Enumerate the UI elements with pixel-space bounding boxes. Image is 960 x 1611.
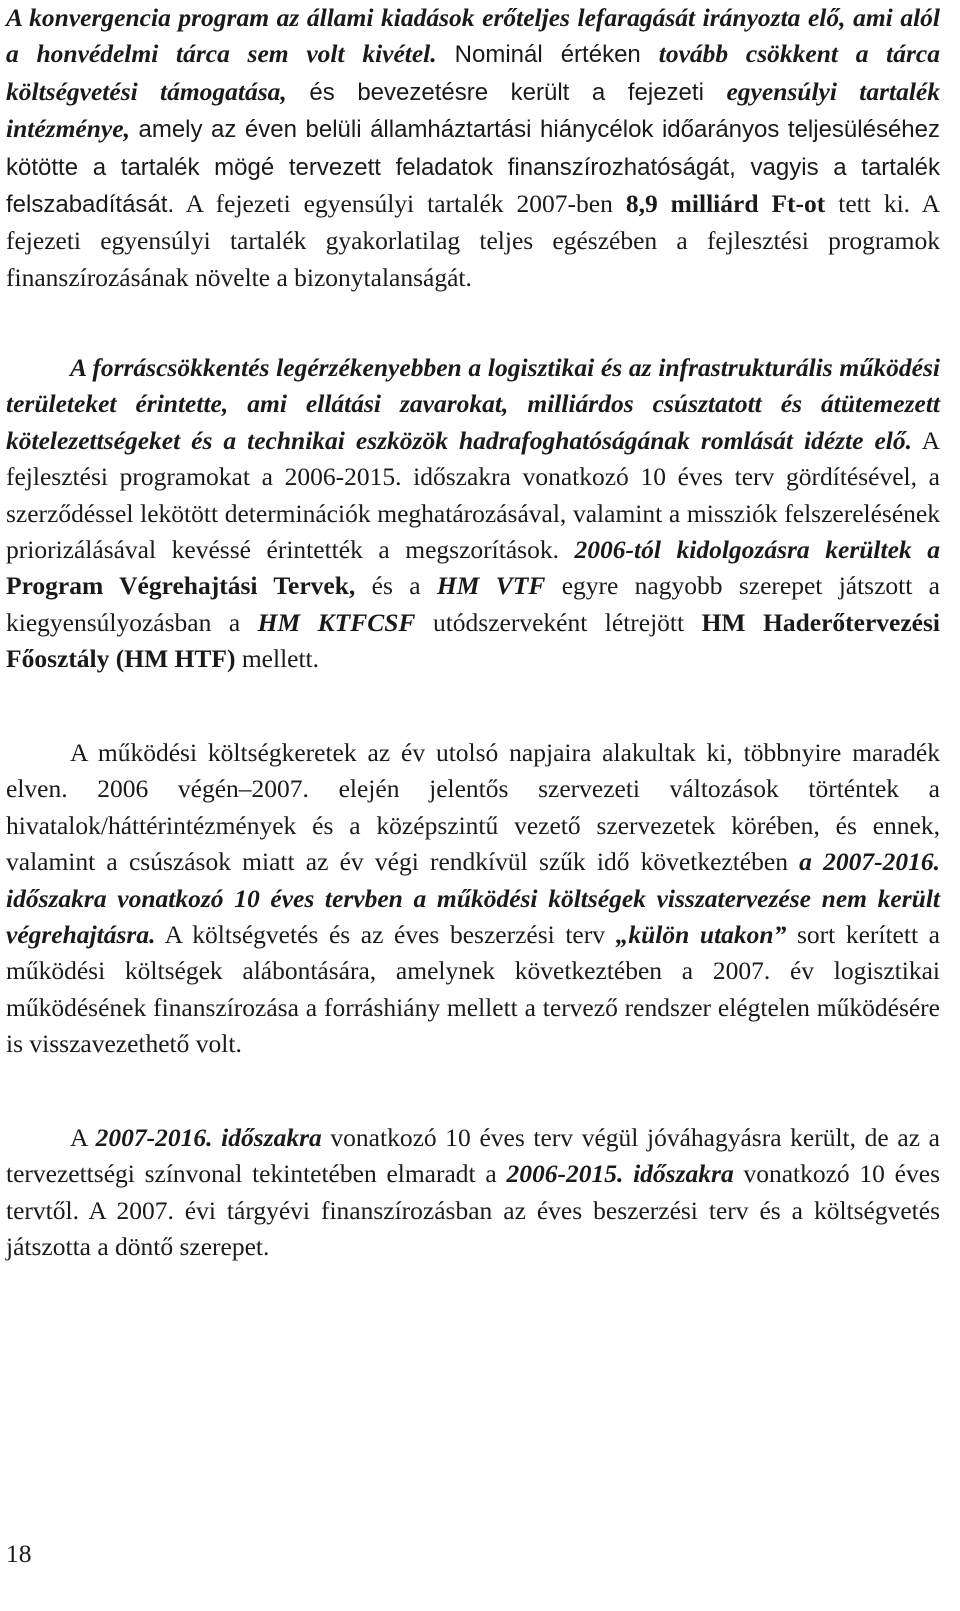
p1-s0: A konvergencia program az állami kiadások erőteljes lefaragását irányozta elő, ami alól a honvédelmi tárca sem volt kivétel. — [6, 3, 940, 69]
p2-s8: HM KTFCSF — [257, 607, 416, 637]
p2-s0: A forráscsökkentés legérzékenyebben a logisztikai és az infrastrukturális működési területeket érintette, ami ellátási zavarokat, milliárdos csúsztatott és átütemezett kötelezettségeket és a technikai eszközök hadrafoghatóságának romlását idézte elő. — [6, 353, 940, 455]
p1-s8: tett ki. A fejezeti egyensúlyi tartalék gyakorlatilag teljes egészében a fejlesztési programok finanszírozásának növelte a bizonytalanságát. — [6, 189, 941, 292]
p1-s6: A fejezeti egyensúlyi tartalék 2007-ben — [174, 189, 626, 219]
p2-s6: HM VTF — [436, 571, 546, 601]
p2-s4: Program Végrehajtási Tervek, — [6, 571, 356, 601]
p1-s1: Nominál értéken — [436, 41, 659, 69]
p4-s3: 2006-2015. időszakra — [506, 1159, 734, 1189]
paragraph-2 — [6, 350, 940, 678]
p3-s4: sort kerített a működési költségek alábontására, amelynek következtében a 2007. év logisztikai működésének finanszírozása a forráshiány mellett a tervező rendszer elégtelen működésére is visszavezethető volt. — [6, 920, 940, 1059]
p4-s1: 2007-2016. időszakra — [95, 1123, 322, 1152]
p1-s4: egyensúlyi tartalék intézménye, — [6, 76, 940, 144]
p3-s2: A költségvetés és az éves beszerzési terv — [155, 920, 616, 950]
page-number: 18 — [6, 1539, 32, 1568]
p2-s5: és a — [355, 571, 437, 601]
paragraph-3 — [6, 735, 940, 1063]
p2-s1: A fejlesztési programokat a 2006-2015. időszakra vonatkozó 10 éves terv gördítésével, a szerződéssel lekötött determinációk meghatározásával, valamint a missziók felszerelésének priorizálásával kevéssé érintették a megszorítások. — [6, 425, 940, 565]
p2-s7: egyre nagyobb szerepet játszott a kiegyensúlyozásban a — [6, 571, 941, 637]
p2-s10: HM Haderőtervezési Főosztály (HM HTF) — [6, 607, 940, 674]
p2-s2: 2006-tól kidolgozásra kerültek a — [574, 535, 940, 565]
p3-s1: a 2007-2016. időszakra vonatkozó 10 éves tervben a működési költségek visszatervezése nem került végrehajtásra. — [6, 847, 940, 950]
paragraph-4 — [6, 1120, 940, 1266]
p2-s9: utódszerveként létrejött — [415, 607, 702, 637]
p3-s0: A működési költségkeretek az év utolsó napjaira alakultak ki, többnyire maradék elven. 2006 végén–2007. elején jelentős szervezeti változások történtek a hivatalok/háttérintézmények és a középszintű vezető szervezetek körében, és ennek, valamint a csúszások miatt az év végi rendkívül szűk idő következtében — [6, 738, 940, 877]
p1-s2: tovább csökkent a tárca költségvetési támogatása, — [6, 39, 940, 106]
p4-s0: A — [70, 1123, 96, 1152]
p4-s4: vonatkozó 10 éves tervtől. A 2007. évi tárgyévi finanszírozásban az éves beszerzési terv és a költségvetés játszotta a döntő szerepet. — [6, 1159, 940, 1262]
p4-s2: vonatkozó 10 éves terv végül jóváhagyásra került, de az a tervezettségi színvonal tekintetében elmaradt a — [6, 1123, 940, 1189]
p1-s5: amely az éven belüli államháztartási hiánycélok időarányos teljesüléséhez kötötte a tartalék mögé tervezett feladatok finanszírozhatóságát, vagyis a tartalék felszabadítását. — [6, 116, 940, 219]
p2-s11: mellett. — [235, 644, 320, 674]
p1-s7: 8,9 milliárd Ft-ot — [625, 189, 826, 219]
p1-s3: és bevezetésre került a fejezeti — [286, 78, 727, 106]
paragraph-1 — [6, 0, 940, 296]
p3-s3: „külön utakon” — [615, 920, 787, 950]
